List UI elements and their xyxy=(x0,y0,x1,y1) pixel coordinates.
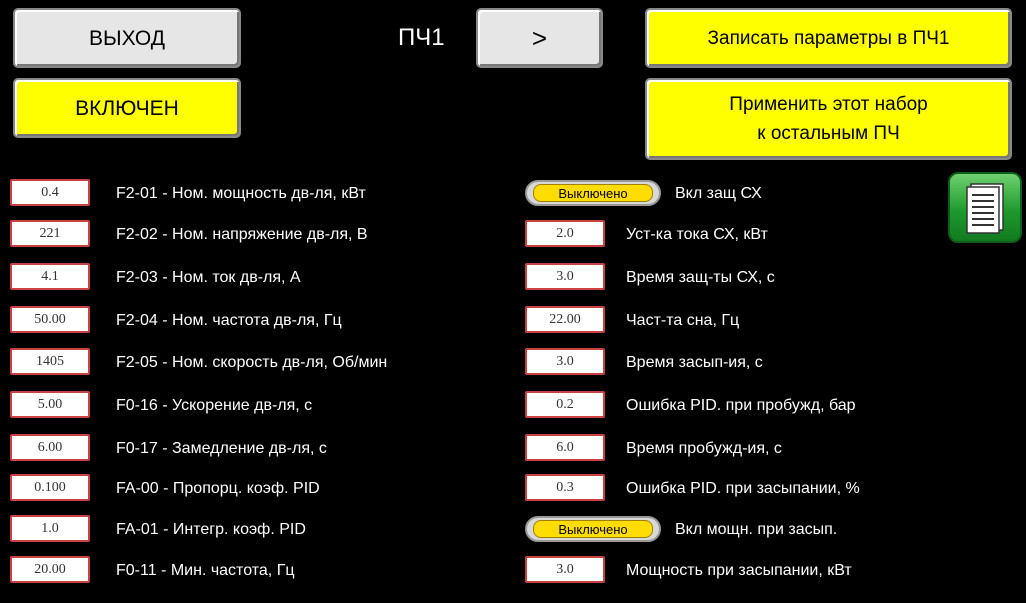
param-field-fa-00[interactable]: 0.100 xyxy=(10,474,90,501)
param-field-f2-05[interactable]: 1405 xyxy=(10,348,90,375)
label-sleep-time: Время засып-ия, с xyxy=(626,354,763,371)
document-button[interactable] xyxy=(948,172,1022,243)
exit-button-label: ВЫХОД xyxy=(88,26,165,50)
field-wake-pid-error[interactable]: 0.2 xyxy=(525,391,605,418)
param-label-f2-01: F2-01 - Ном. мощность дв-ля, кВт xyxy=(116,185,366,202)
field-dry-run-current[interactable]: 2.0 xyxy=(525,220,605,247)
document-icon xyxy=(964,182,1006,234)
field-sleep-pid-error[interactable]: 0.3 xyxy=(525,474,605,501)
param-label-f2-03: F2-03 - Ном. ток дв-ля, А xyxy=(116,269,301,286)
next-button[interactable] xyxy=(476,8,603,68)
label-dry-run-current: Уст-ка тока СХ, кВт xyxy=(626,226,768,243)
toggle-dry-run-protection-state: Выключено xyxy=(533,184,653,202)
exit-button[interactable] xyxy=(13,8,241,68)
status-enabled-label: ВКЛЮЧЕН xyxy=(75,96,179,120)
label-wake-time: Время пробужд-ия, с xyxy=(626,440,782,457)
apply-label-line1: Применить этот набор xyxy=(729,94,928,115)
toggle-dry-run-protection[interactable] xyxy=(525,180,661,206)
param-label-f0-17: F0-17 - Замедление дв-ля, с xyxy=(116,440,327,457)
label-sleep-power-enable: Вкл мощн. при засып. xyxy=(675,521,838,538)
param-label-f0-16: F0-16 - Ускорение дв-ля, с xyxy=(116,397,313,414)
param-field-f0-11[interactable]: 20.00 xyxy=(10,556,90,583)
toggle-sleep-power[interactable] xyxy=(525,516,661,542)
write-params-button[interactable] xyxy=(645,8,1012,68)
param-label-fa-00: FA-00 - Пропорц. коэф. PID xyxy=(116,480,320,497)
param-field-f0-17[interactable]: 6.00 xyxy=(10,434,90,461)
label-sleep-pid-error: Ошибка PID. при засыпании, % xyxy=(626,480,860,497)
next-button-label: > xyxy=(531,22,548,53)
field-sleep-frequency[interactable]: 22.00 xyxy=(525,306,605,333)
param-field-f2-04[interactable]: 50.00 xyxy=(10,306,90,333)
label-dry-run-protection: Вкл защ СХ xyxy=(675,185,762,202)
param-label-f2-05: F2-05 - Ном. скорость дв-ля, Об/мин xyxy=(116,354,388,371)
param-field-f2-03[interactable]: 4.1 xyxy=(10,263,90,290)
apply-to-others-button[interactable] xyxy=(645,78,1012,160)
write-params-label: Записать параметры в ПЧ1 xyxy=(707,27,950,49)
status-enabled-button[interactable] xyxy=(13,78,241,138)
field-wake-time[interactable]: 6.0 xyxy=(525,434,605,461)
param-label-f0-11: F0-11 - Мин. частота, Гц xyxy=(116,562,295,579)
label-sleep-frequency: Част-та сна, Гц xyxy=(626,312,740,329)
field-dry-run-time[interactable]: 3.0 xyxy=(525,263,605,290)
apply-to-others-label xyxy=(729,90,927,148)
label-wake-pid-error: Ошибка PID. при пробужд, бар xyxy=(626,397,856,414)
apply-label-line2: к остальным ПЧ xyxy=(757,123,900,144)
label-sleep-power: Мощность при засыпании, кВт xyxy=(626,562,852,579)
toggle-sleep-power-state: Выключено xyxy=(533,520,653,538)
param-label-f2-04: F2-04 - Ном. частота дв-ля, Гц xyxy=(116,312,342,329)
field-sleep-time[interactable]: 3.0 xyxy=(525,348,605,375)
param-label-f2-02: F2-02 - Ном. напряжение дв-ля, В xyxy=(116,226,368,243)
field-sleep-power[interactable]: 3.0 xyxy=(525,556,605,583)
param-field-f2-01[interactable]: 0.4 xyxy=(10,179,90,206)
param-label-fa-01: FA-01 - Интегр. коэф. PID xyxy=(116,521,306,538)
page-title: ПЧ1 xyxy=(398,24,445,51)
label-dry-run-time: Время защ-ты СХ, с xyxy=(626,269,775,286)
param-field-f2-02[interactable]: 221 xyxy=(10,220,90,247)
param-field-fa-01[interactable]: 1.0 xyxy=(10,515,90,542)
param-field-f0-16[interactable]: 5.00 xyxy=(10,391,90,418)
